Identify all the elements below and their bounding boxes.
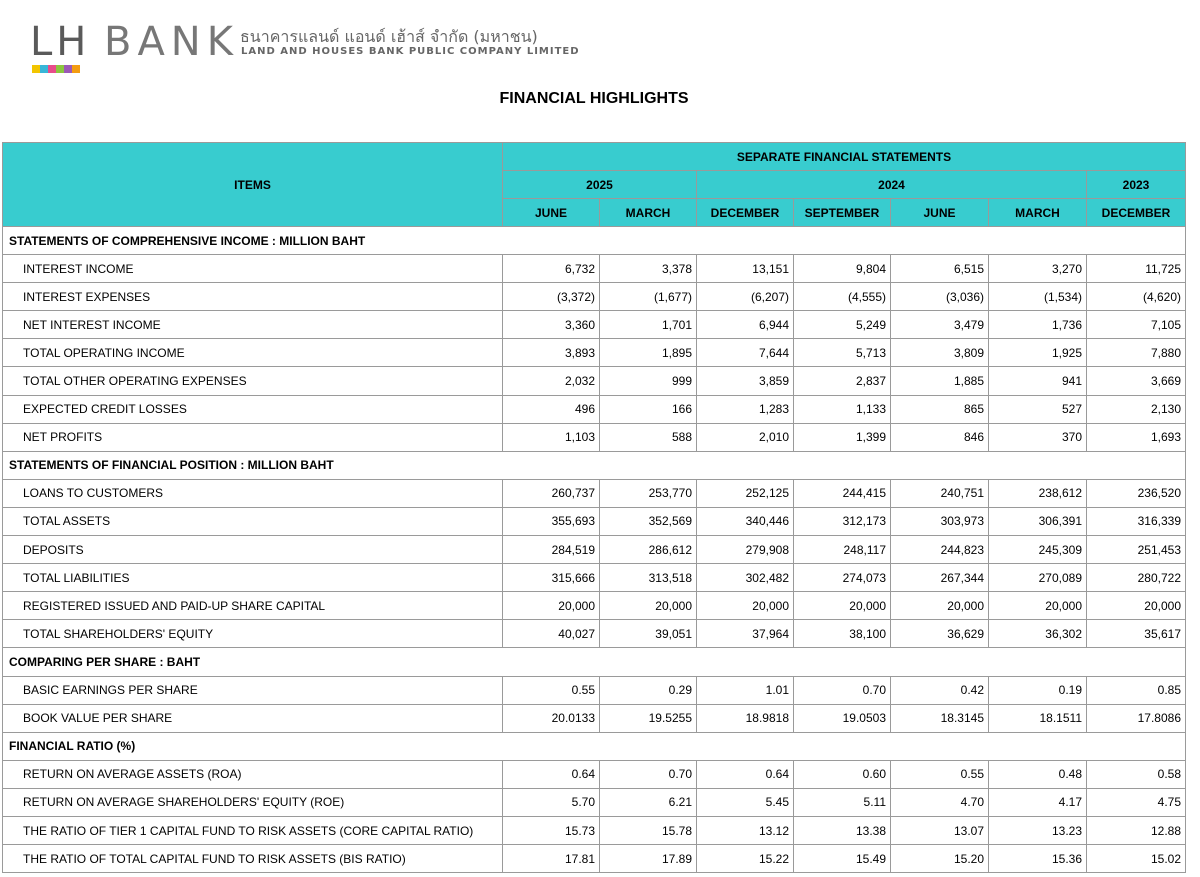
year-header-2025: 2025 [503,171,697,199]
value-cell: 302,482 [697,564,794,592]
value-cell: 315,666 [503,564,600,592]
value-cell: 6,944 [697,311,794,339]
table-row [3,367,1186,395]
page-title: FINANCIAL HIGHLIGHTS [499,90,689,107]
value-cell: 15.20 [891,845,989,873]
value-cell: 313,518 [600,564,697,592]
logo-stripe-segment [64,65,72,73]
value-cell: 19.0503 [794,704,891,732]
value-cell: 0.70 [600,760,697,788]
value-cell: 6,515 [891,255,989,283]
value-cell: 279,908 [697,536,794,564]
table-row [3,676,1186,704]
value-cell: 999 [600,367,697,395]
value-cell: 19.5255 [600,704,697,732]
value-cell: 865 [891,395,989,423]
value-cell: 0.85 [1087,676,1186,704]
table-row [3,255,1186,283]
value-cell: 7,880 [1087,339,1186,367]
value-cell: 238,612 [989,479,1087,507]
row-label: BASIC EARNINGS PER SHARE [3,676,503,704]
value-cell: 3,378 [600,255,697,283]
month-header: DECEMBER [1087,199,1186,227]
logo-lh-text: LH [30,19,91,65]
value-cell: 13.23 [989,816,1087,844]
value-cell: 39,051 [600,620,697,648]
value-cell: 11,725 [1087,255,1186,283]
logo-stripe-segment [48,65,56,73]
table-row [3,507,1186,535]
value-cell: 6,732 [503,255,600,283]
value-cell: 355,693 [503,507,600,535]
value-cell: 284,519 [503,536,600,564]
value-cell: 13.07 [891,816,989,844]
value-cell: 316,339 [1087,507,1186,535]
value-cell: 3,809 [891,339,989,367]
value-cell: 36,629 [891,620,989,648]
value-cell: 17.81 [503,845,600,873]
value-cell: 18.1511 [989,704,1087,732]
value-cell: 6.21 [600,788,697,816]
value-cell: 4.70 [891,788,989,816]
month-header: JUNE [891,199,989,227]
value-cell: 35,617 [1087,620,1186,648]
value-cell: 40,027 [503,620,600,648]
value-cell: 0.55 [891,760,989,788]
value-cell: (1,677) [600,283,697,311]
value-cell: 0.64 [697,760,794,788]
month-header: JUNE [503,199,600,227]
value-cell: 18.9818 [697,704,794,732]
value-cell: 7,105 [1087,311,1186,339]
logo-english-name: LAND AND HOUSES BANK PUBLIC COMPANY LIMITED [241,46,580,57]
value-cell: 0.64 [503,760,600,788]
value-cell: 0.70 [794,676,891,704]
value-cell: 4.17 [989,788,1087,816]
items-header: ITEMS [3,143,503,227]
table-row [3,816,1186,844]
value-cell: 5,249 [794,311,891,339]
value-cell: 240,751 [891,479,989,507]
separate-statements-header: SEPARATE FINANCIAL STATEMENTS [503,143,1186,171]
month-header: MARCH [600,199,697,227]
logo-stripe-segment [72,65,80,73]
value-cell: 15.49 [794,845,891,873]
value-cell: 352,569 [600,507,697,535]
value-cell: 3,859 [697,367,794,395]
value-cell: 245,309 [989,536,1087,564]
row-label: LOANS TO CUSTOMERS [3,479,503,507]
value-cell: 4.75 [1087,788,1186,816]
value-cell: 20,000 [600,592,697,620]
value-cell: 20.0133 [503,704,600,732]
table-row [3,423,1186,451]
value-cell: 3,270 [989,255,1087,283]
value-cell: 274,073 [794,564,891,592]
value-cell: 527 [989,395,1087,423]
value-cell: 5.70 [503,788,600,816]
value-cell: 15.78 [600,816,697,844]
section-title: STATEMENTS OF FINANCIAL POSITION : MILLION BAHT [3,451,1186,479]
value-cell: 252,125 [697,479,794,507]
value-cell: 588 [600,423,697,451]
value-cell: 15.22 [697,845,794,873]
logo-bank-text: BANK [104,19,239,65]
value-cell: 0.48 [989,760,1087,788]
section-header-row [3,451,1186,479]
section-title: STATEMENTS OF COMPREHENSIVE INCOME : MILLION BAHT [3,227,1186,255]
value-cell: 286,612 [600,536,697,564]
value-cell: 270,089 [989,564,1087,592]
value-cell: 20,000 [697,592,794,620]
value-cell: 0.19 [989,676,1087,704]
value-cell: 0.60 [794,760,891,788]
value-cell: 1,885 [891,367,989,395]
table-row [3,283,1186,311]
table-row [3,395,1186,423]
logo-color-stripe [32,65,80,73]
value-cell: 280,722 [1087,564,1186,592]
table-row [3,479,1186,507]
value-cell: 253,770 [600,479,697,507]
value-cell: 267,344 [891,564,989,592]
table-row [3,564,1186,592]
value-cell: 3,669 [1087,367,1186,395]
value-cell: 3,360 [503,311,600,339]
value-cell: 1,399 [794,423,891,451]
value-cell: 3,893 [503,339,600,367]
value-cell: 15.73 [503,816,600,844]
value-cell: 312,173 [794,507,891,535]
value-cell: 248,117 [794,536,891,564]
month-header: MARCH [989,199,1087,227]
value-cell: 2,032 [503,367,600,395]
month-header: DECEMBER [697,199,794,227]
value-cell: (1,534) [989,283,1087,311]
value-cell: 0.55 [503,676,600,704]
section-header-row [3,648,1186,676]
month-header: SEPTEMBER [794,199,891,227]
value-cell: 12.88 [1087,816,1186,844]
value-cell: 20,000 [794,592,891,620]
value-cell: 1,895 [600,339,697,367]
value-cell: 20,000 [503,592,600,620]
value-cell: 20,000 [891,592,989,620]
value-cell: 0.42 [891,676,989,704]
bank-logo [30,19,580,78]
year-header-2023: 2023 [1087,171,1186,199]
row-label: NET PROFITS [3,423,503,451]
value-cell: 20,000 [989,592,1087,620]
row-label: TOTAL LIABILITIES [3,564,503,592]
value-cell: (4,555) [794,283,891,311]
row-label: TOTAL ASSETS [3,507,503,535]
value-cell: 2,010 [697,423,794,451]
table-row [3,311,1186,339]
value-cell: 1,693 [1087,423,1186,451]
value-cell: 1,283 [697,395,794,423]
row-label: DEPOSITS [3,536,503,564]
value-cell: 5.45 [697,788,794,816]
table-header [3,143,1186,227]
table-row [3,704,1186,732]
value-cell: 5,713 [794,339,891,367]
value-cell: 9,804 [794,255,891,283]
value-cell: 340,446 [697,507,794,535]
value-cell: 17.8086 [1087,704,1186,732]
value-cell: 2,837 [794,367,891,395]
logo-stripe-segment [56,65,64,73]
value-cell: 1,736 [989,311,1087,339]
value-cell: 5.11 [794,788,891,816]
table-row [3,536,1186,564]
value-cell: 846 [891,423,989,451]
value-cell: (3,036) [891,283,989,311]
row-label: INTEREST EXPENSES [3,283,503,311]
value-cell: 370 [989,423,1087,451]
row-label: TOTAL OTHER OPERATING EXPENSES [3,367,503,395]
value-cell: 244,823 [891,536,989,564]
value-cell: 13.12 [697,816,794,844]
financial-highlights-table [2,142,1186,873]
section-title: FINANCIAL RATIO (%) [3,732,1186,760]
value-cell: 941 [989,367,1087,395]
table-row [3,845,1186,873]
value-cell: 306,391 [989,507,1087,535]
value-cell: 0.29 [600,676,697,704]
row-label: EXPECTED CREDIT LOSSES [3,395,503,423]
value-cell: 20,000 [1087,592,1186,620]
value-cell: 1.01 [697,676,794,704]
value-cell: 0.58 [1087,760,1186,788]
table-row [3,788,1186,816]
value-cell: 3,479 [891,311,989,339]
value-cell: 13,151 [697,255,794,283]
value-cell: (3,372) [503,283,600,311]
value-cell: (6,207) [697,283,794,311]
value-cell: 1,925 [989,339,1087,367]
value-cell: 251,453 [1087,536,1186,564]
logo-stripe-segment [40,65,48,73]
value-cell: 18.3145 [891,704,989,732]
row-label: TOTAL SHAREHOLDERS' EQUITY [3,620,503,648]
value-cell: 2,130 [1087,395,1186,423]
row-label: THE RATIO OF TOTAL CAPITAL FUND TO RISK ASSETS (BIS RATIO) [3,845,503,873]
row-label: NET INTEREST INCOME [3,311,503,339]
value-cell: 260,737 [503,479,600,507]
value-cell: 244,415 [794,479,891,507]
value-cell: 7,644 [697,339,794,367]
value-cell: 496 [503,395,600,423]
section-title: COMPARING PER SHARE : BAHT [3,648,1186,676]
table-row [3,760,1186,788]
value-cell: 1,133 [794,395,891,423]
logo-thai-name: ธนาคารแลนด์ แอนด์ เฮ้าส์ จำกัด (มหาชน) [240,27,538,46]
value-cell: 1,103 [503,423,600,451]
section-header-row [3,732,1186,760]
row-label: INTEREST INCOME [3,255,503,283]
value-cell: 1,701 [600,311,697,339]
value-cell: 13.38 [794,816,891,844]
value-cell: 37,964 [697,620,794,648]
value-cell: 36,302 [989,620,1087,648]
row-label: THE RATIO OF TIER 1 CAPITAL FUND TO RISK ASSETS (CORE CAPITAL RATIO) [3,816,503,844]
value-cell: 15.02 [1087,845,1186,873]
section-header-row [3,227,1186,255]
value-cell: 17.89 [600,845,697,873]
row-label: TOTAL OPERATING INCOME [3,339,503,367]
value-cell: 166 [600,395,697,423]
logo-stripe-segment [32,65,40,73]
table-row [3,339,1186,367]
value-cell: 38,100 [794,620,891,648]
value-cell: 303,973 [891,507,989,535]
row-label: RETURN ON AVERAGE SHAREHOLDERS' EQUITY (ROE) [3,788,503,816]
value-cell: 236,520 [1087,479,1186,507]
row-label: BOOK VALUE PER SHARE [3,704,503,732]
row-label: REGISTERED ISSUED AND PAID-UP SHARE CAPITAL [3,592,503,620]
table-row [3,592,1186,620]
year-header-2024: 2024 [697,171,1087,199]
table-row [3,620,1186,648]
value-cell: 15.36 [989,845,1087,873]
value-cell: (4,620) [1087,283,1186,311]
table-body [3,227,1186,873]
row-label: RETURN ON AVERAGE ASSETS (ROA) [3,760,503,788]
